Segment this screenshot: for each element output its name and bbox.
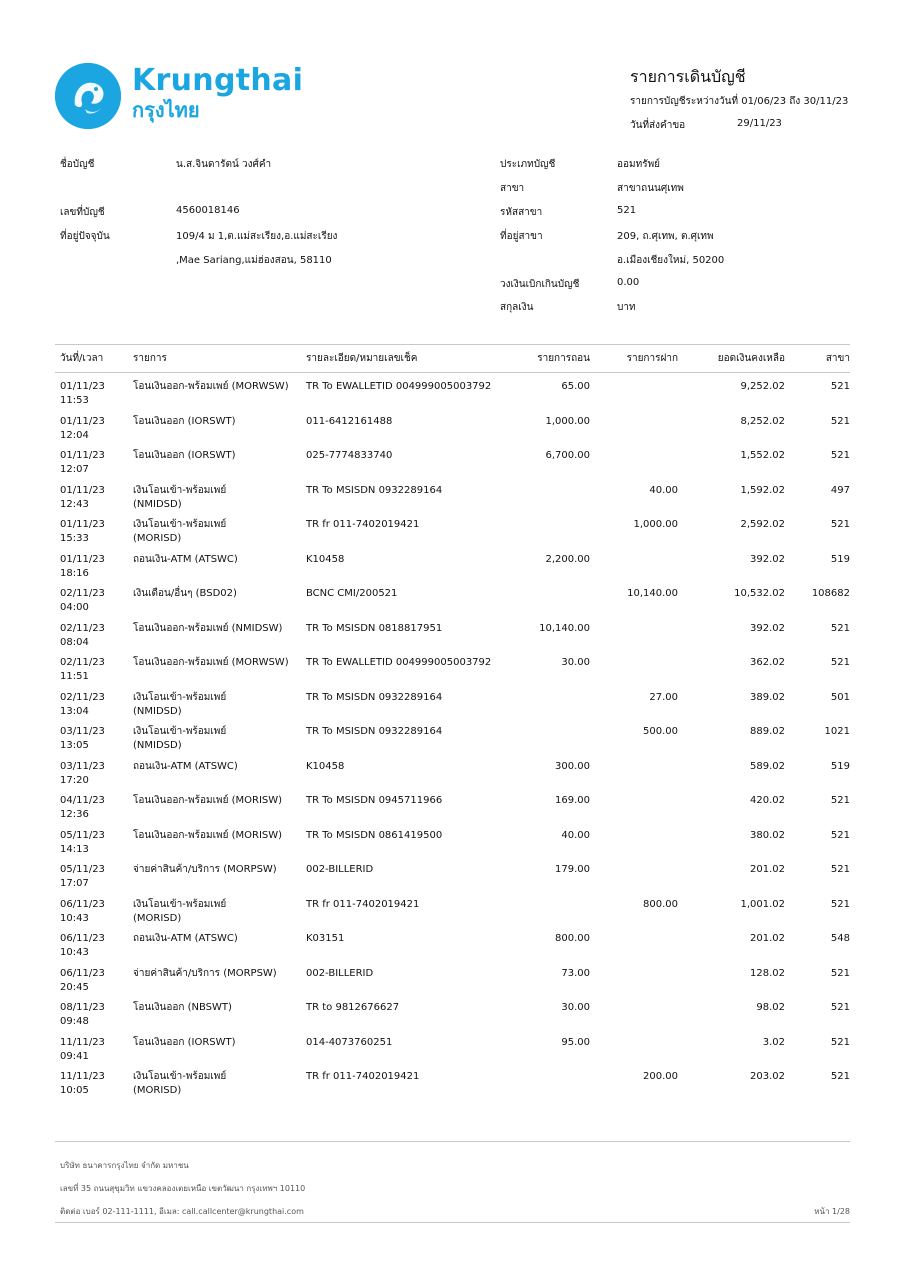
table-row: [0, 1001, 905, 1035]
cell-time: 11:51: [60, 671, 89, 682]
cell-balance: 2,592.02: [740, 519, 785, 530]
cell-detail: K03151: [306, 933, 345, 944]
cell-detail: TR fr 011-7402019421: [306, 1071, 420, 1082]
cell-description: เงินโอนเข้า-พร้อมเพย์ (NMIDSD): [133, 725, 303, 753]
cell-date: 01/11/23 18:16: [60, 553, 130, 581]
table-row: [0, 725, 905, 759]
cell-description-code: (NMIDSD): [133, 705, 182, 717]
cell-description-code: (MORISD): [133, 912, 182, 924]
cell-date: 11/11/23 10:05: [60, 1070, 130, 1098]
cell-time: 12:04: [60, 429, 89, 441]
cell-deposit: 800.00: [643, 898, 678, 910]
cell-date: 02/11/23 11:51: [60, 656, 130, 684]
col-header-branch: สาขา: [825, 353, 850, 364]
cell-branch: 521: [830, 622, 850, 634]
cell-branch: 521: [830, 415, 850, 427]
cell-balance: 389.02: [750, 691, 785, 703]
cell-detail: TR To EWALLETID 004999005003792: [306, 381, 492, 392]
cell-time: 13:04: [60, 705, 89, 717]
footer-company: บริษัท ธนาคารกรุงไทย จำกัด มหาชน: [60, 1161, 189, 1170]
cell-balance: 362.02: [750, 657, 785, 668]
document-title: รายการเดินบัญชี: [630, 67, 746, 86]
cell-time: 11:53: [60, 395, 89, 406]
cell-detail: TR To MSISDN 0945711966: [306, 795, 443, 806]
krungthai-logo: [55, 63, 121, 129]
cell-date: 01/11/23 11:53: [60, 380, 130, 408]
cell-date: 08/11/23 09:48: [60, 1001, 130, 1029]
cell-description: โอนเงินออก-พร้อมเพย์ (MORWSW): [133, 381, 289, 392]
cell-balance: 1,592.02: [740, 484, 785, 496]
cell-description: เงินโอนเข้า-พร้อมเพย์ (NMIDSD): [133, 691, 303, 719]
cell-branch: 497: [830, 484, 850, 496]
cell-branch: 521: [830, 795, 850, 806]
table-row: [0, 829, 905, 863]
branch-label: สาขา: [500, 183, 525, 194]
cell-deposit: 10,140.00: [627, 588, 678, 599]
cell-description: ถอนเงิน-ATM (ATSWC): [133, 933, 238, 944]
col-header-deposit: รายการฝาก: [626, 353, 678, 364]
branch-address-line2: อ.เมืองเชียงใหม่, 50200: [617, 255, 725, 266]
cell-balance: 420.02: [750, 795, 785, 806]
cell-time: 12:36: [60, 809, 89, 820]
cell-description: โอนเงินออก (IORSWT): [133, 1036, 236, 1048]
cell-branch: 548: [830, 933, 850, 944]
account-number-label: เลขที่บัญชี: [60, 207, 105, 218]
overdraft-value: 0.00: [617, 277, 640, 288]
cell-description: เงินโอนเข้า-พร้อมเพย์ (MORISD): [133, 1070, 303, 1098]
cell-date: 02/11/23 04:00: [60, 587, 130, 615]
cell-description-code: (NMIDSD): [133, 740, 182, 751]
cell-description: จ่ายค่าสินค้า/บริการ (MORPSW): [133, 967, 277, 979]
cell-description: โอนเงินออก (NBSWT): [133, 1002, 232, 1013]
footer-address: เลขที่ 35 ถนนสุขุมวิท แขวงคลองเตยเหนือ เขตวัฒนา กรุงเทพฯ 10110: [60, 1184, 306, 1193]
cell-deposit: 200.00: [643, 1071, 678, 1082]
cell-balance: 589.02: [750, 760, 785, 772]
account-name-label: ชื่อบัญชี: [60, 159, 95, 170]
col-header-balance: ยอดเงินคงเหลือ: [717, 353, 785, 364]
account-number: 4560018146: [176, 205, 240, 216]
cell-balance: 380.02: [750, 829, 785, 841]
cell-withdraw: 10,140.00: [539, 622, 590, 634]
cell-branch: 501: [830, 691, 850, 703]
cell-description: โอนเงินออก (IORSWT): [133, 450, 236, 461]
cell-time: 12:43: [60, 498, 89, 510]
cell-description: โอนเงินออก-พร้อมเพย์ (MORWSW): [133, 657, 289, 668]
cell-detail: TR To MSISDN 0932289164: [306, 484, 443, 496]
cell-branch: 521: [830, 381, 850, 392]
cell-balance: 203.02: [750, 1071, 785, 1082]
table-row: [0, 967, 905, 1001]
cell-time: 17:20: [60, 774, 89, 786]
request-date-label: วันที่ส่งคำขอ: [630, 120, 686, 131]
footer-contact: ติดต่อ เบอร์ 02-111-1111, อีเมล: call.callcenter@krungthai.com: [60, 1207, 304, 1216]
cell-deposit: 1,000.00: [633, 519, 678, 530]
cell-description: โอนเงินออก-พร้อมเพย์ (MORISW): [133, 795, 283, 806]
cell-branch: 108682: [811, 588, 850, 599]
cell-time: 18:16: [60, 567, 89, 579]
cell-withdraw: 179.00: [555, 864, 590, 875]
cell-time: 10:43: [60, 912, 89, 924]
cell-time: 17:07: [60, 878, 89, 889]
table-row: [0, 760, 905, 794]
table-row: [0, 1070, 905, 1104]
account-name: น.ส.จินดารัตน์ วงศ์คำ: [176, 159, 272, 170]
cell-withdraw: 300.00: [555, 760, 590, 772]
branch-code-label: รหัสสาขา: [500, 207, 543, 218]
cell-detail: TR To EWALLETID 004999005003792: [306, 657, 492, 668]
cell-balance: 889.02: [750, 726, 785, 737]
cell-detail: BCNC CMI/200521: [306, 588, 398, 599]
cell-time: 10:43: [60, 947, 89, 958]
cell-date: 06/11/23 10:43: [60, 932, 130, 960]
cell-description: ถอนเงิน-ATM (ATSWC): [133, 553, 238, 565]
cell-detail: TR to 9812676627: [306, 1002, 400, 1013]
cell-withdraw: 65.00: [561, 381, 590, 392]
cell-detail: TR fr 011-7402019421: [306, 519, 420, 530]
table-row: [0, 622, 905, 656]
cell-branch: 519: [830, 553, 850, 565]
table-row: [0, 863, 905, 897]
cell-date: 02/11/23 08:04: [60, 622, 130, 650]
table-row: [0, 415, 905, 449]
col-header-datetime: วันที่/เวลา: [60, 353, 104, 364]
table-row: [0, 484, 905, 518]
cell-description: โอนเงินออก (IORSWT): [133, 415, 236, 427]
page-number: หน้า 1/28: [814, 1207, 850, 1216]
cell-description: จ่ายค่าสินค้า/บริการ (MORPSW): [133, 864, 277, 875]
cell-withdraw: 1,000.00: [545, 415, 590, 427]
cell-description: เงินโอนเข้า-พร้อมเพย์ (NMIDSD): [133, 484, 303, 512]
cell-withdraw: 40.00: [561, 829, 590, 841]
cell-time: 08:04: [60, 636, 89, 648]
branch-address-line1: 209, ถ.ศุเทพ, ต.ศุเทพ: [617, 231, 714, 242]
bird-emblem-icon: [55, 63, 121, 129]
table-row: [0, 449, 905, 483]
table-row: [0, 794, 905, 828]
branch-code: 521: [617, 205, 637, 216]
cell-branch: 521: [830, 657, 850, 668]
cell-detail: 002-BILLERID: [306, 864, 374, 875]
table-row: [0, 1036, 905, 1070]
cell-balance: 10,532.02: [734, 588, 785, 599]
table-header-divider: [55, 372, 850, 373]
table-top-divider: [55, 344, 850, 345]
cell-date: 03/11/23 13:05: [60, 725, 130, 753]
cell-time: 09:48: [60, 1016, 89, 1027]
cell-deposit: 40.00: [649, 484, 678, 496]
cell-branch: 521: [830, 898, 850, 910]
cell-date: 01/11/23 12:07: [60, 449, 130, 477]
cell-description-code: (MORISD): [133, 1085, 182, 1096]
col-header-withdraw: รายการถอน: [537, 353, 590, 364]
footer-divider: [55, 1141, 850, 1142]
table-row: [0, 587, 905, 621]
cell-balance: 201.02: [750, 933, 785, 944]
statement-period: รายการบัญชีระหว่างวันที่ 01/06/23 ถึง 30/11/23: [630, 96, 849, 107]
cell-time: 10:05: [60, 1085, 89, 1096]
cell-withdraw: 30.00: [561, 657, 590, 668]
cell-date: 04/11/23 12:36: [60, 794, 130, 822]
table-row: [0, 380, 905, 414]
cell-date: 05/11/23 14:13: [60, 829, 130, 857]
cell-detail: 014-4073760251: [306, 1036, 393, 1048]
cell-balance: 1,552.02: [740, 450, 785, 461]
cell-date: 06/11/23 10:43: [60, 898, 130, 926]
cell-branch: 1021: [824, 726, 850, 737]
cell-balance: 201.02: [750, 864, 785, 875]
cell-balance: 8,252.02: [740, 415, 785, 427]
table-row: [0, 932, 905, 966]
cell-date: 06/11/23 20:45: [60, 967, 130, 995]
cell-date: 05/11/23 17:07: [60, 863, 130, 891]
cell-description: เงินเดือน/อื่นๆ (BSD02): [133, 588, 237, 599]
cell-time: 04:00: [60, 602, 89, 613]
cell-time: 14:13: [60, 843, 89, 855]
cell-balance: 392.02: [750, 622, 785, 634]
cell-branch: 521: [830, 864, 850, 875]
cell-detail: TR To MSISDN 0861419500: [306, 829, 443, 841]
cell-date: 01/11/23 15:33: [60, 518, 130, 546]
cell-branch: 521: [830, 967, 850, 979]
cell-description-code: (NMIDSD): [133, 498, 182, 510]
brand-name-th: กรุงไทย: [132, 98, 200, 122]
cell-balance: 1,001.02: [740, 898, 785, 910]
cell-description: โอนเงินออก-พร้อมเพย์ (MORISW): [133, 829, 283, 841]
cell-branch: 521: [830, 519, 850, 530]
cell-description: เงินโอนเข้า-พร้อมเพย์ (MORISD): [133, 518, 303, 546]
cell-time: 15:33: [60, 533, 89, 544]
cell-description: โอนเงินออก-พร้อมเพย์ (NMIDSW): [133, 622, 283, 634]
overdraft-label: วงเงินเบิกเกินบัญชี: [500, 279, 580, 290]
currency-label: สกุลเงิน: [500, 302, 534, 313]
address-label: ที่อยู่ปัจจุบัน: [60, 231, 110, 242]
cell-date: 03/11/23 17:20: [60, 760, 130, 788]
cell-balance: 392.02: [750, 553, 785, 565]
table-row: [0, 691, 905, 725]
table-row: [0, 898, 905, 932]
col-header-description: รายการ: [133, 353, 167, 364]
cell-branch: 521: [830, 829, 850, 841]
cell-detail: TR fr 011-7402019421: [306, 898, 420, 910]
cell-detail: 011-6412161488: [306, 415, 393, 427]
cell-balance: 3.02: [762, 1036, 785, 1048]
table-row: [0, 518, 905, 552]
brand-name-en: Krungthai: [132, 63, 304, 98]
branch-address-label: ที่อยู่สาขา: [500, 231, 543, 242]
cell-balance: 98.02: [756, 1002, 785, 1013]
account-type: ออมทรัพย์: [617, 159, 661, 170]
cell-detail: 025-7774833740: [306, 450, 393, 461]
table-row: [0, 656, 905, 690]
footer-bottom-divider: [55, 1222, 850, 1223]
currency-value: บาท: [617, 302, 636, 313]
cell-detail: TR To MSISDN 0932289164: [306, 726, 443, 737]
cell-detail: TR To MSISDN 0818817951: [306, 622, 443, 634]
cell-description-code: (MORISD): [133, 533, 182, 544]
cell-withdraw: 169.00: [555, 795, 590, 806]
branch-name: สาขาถนนศุเทพ: [617, 183, 684, 194]
table-row: [0, 553, 905, 587]
cell-withdraw: 95.00: [561, 1036, 590, 1048]
cell-branch: 521: [830, 1036, 850, 1048]
cell-time: 20:45: [60, 981, 89, 993]
cell-balance: 9,252.02: [740, 381, 785, 392]
cell-date: 11/11/23 09:41: [60, 1036, 130, 1064]
cell-detail: K10458: [306, 553, 345, 565]
cell-branch: 521: [830, 450, 850, 461]
cell-branch: 519: [830, 760, 850, 772]
cell-withdraw: 30.00: [561, 1002, 590, 1013]
cell-withdraw: 800.00: [555, 933, 590, 944]
cell-time: 09:41: [60, 1050, 89, 1062]
cell-description: เงินโอนเข้า-พร้อมเพย์ (MORISD): [133, 898, 303, 926]
account-type-label: ประเภทบัญชี: [500, 159, 556, 170]
cell-deposit: 27.00: [649, 691, 678, 703]
col-header-detail: รายละเอียด/หมายเลขเช็ค: [306, 353, 418, 364]
cell-balance: 128.02: [750, 967, 785, 979]
cell-deposit: 500.00: [643, 726, 678, 737]
cell-time: 12:07: [60, 464, 89, 475]
cell-time: 13:05: [60, 740, 89, 751]
cell-withdraw: 2,200.00: [545, 553, 590, 565]
request-date: 29/11/23: [737, 118, 782, 129]
cell-branch: 521: [830, 1002, 850, 1013]
cell-detail: TR To MSISDN 0932289164: [306, 691, 443, 703]
cell-detail: K10458: [306, 760, 345, 772]
cell-withdraw: 73.00: [561, 967, 590, 979]
address-line2: ,Mae Sariang,แม่ฮ่องสอน, 58110: [176, 255, 332, 266]
cell-branch: 521: [830, 1071, 850, 1082]
cell-detail: 002-BILLERID: [306, 967, 374, 979]
cell-withdraw: 6,700.00: [545, 450, 590, 461]
address-line1: 109/4 ม 1,ต.แม่สะเรียง,อ.แม่สะเรียง: [176, 231, 338, 242]
cell-description: ถอนเงิน-ATM (ATSWC): [133, 760, 238, 772]
cell-date: 02/11/23 13:04: [60, 691, 130, 719]
cell-date: 01/11/23 12:04: [60, 415, 130, 443]
cell-date: 01/11/23 12:43: [60, 484, 130, 512]
